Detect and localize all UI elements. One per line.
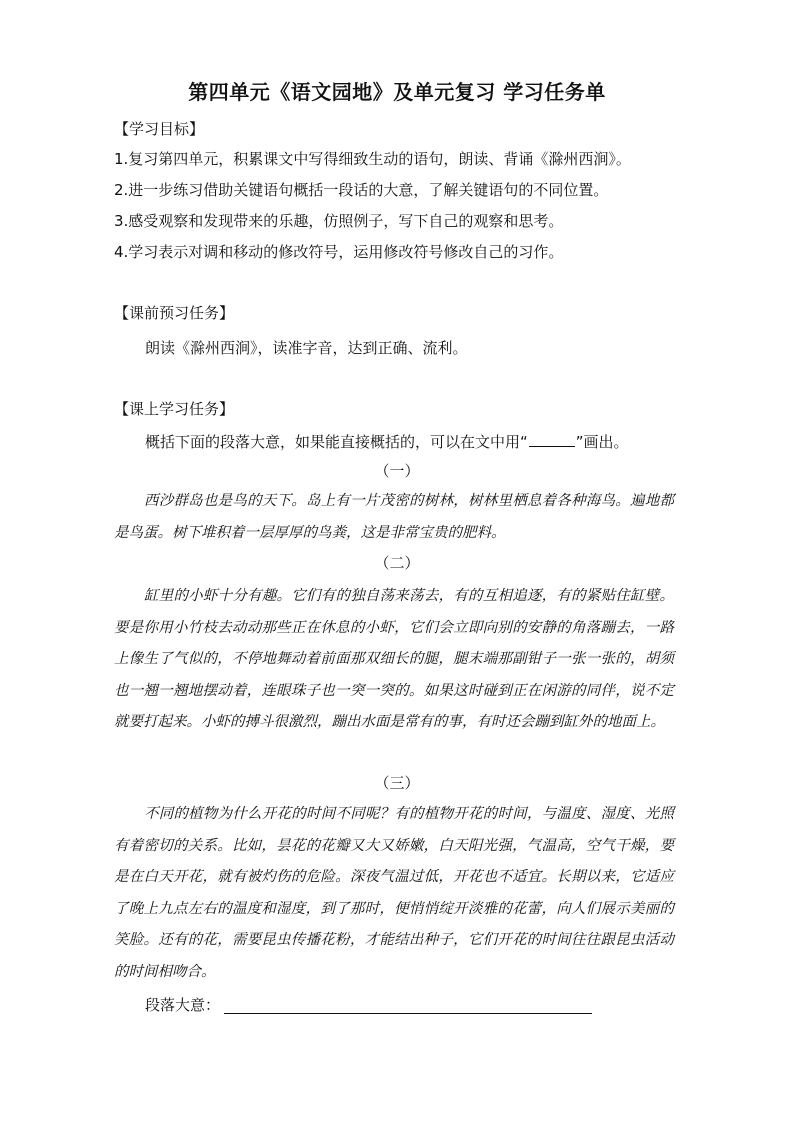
answer-row [145, 994, 592, 1015]
objectives-list [114, 144, 694, 268]
passage-label: （一） [374, 462, 420, 480]
answer-line[interactable] [224, 1013, 592, 1014]
preview-task: 朗读《滁州西涧》，读准字音，达到正确、流利。 [145, 339, 468, 357]
objective-item: 1.复习第四单元，积累课文中写得细致生动的语句，朗读、背诵《滁州西涧》。 [114, 150, 631, 168]
underline-blank [529, 446, 575, 447]
passage-text: 缸里的小虾十分有趣。它们有的独自荡来荡去，有的互相追逐，有的紧贴住缸壁。要是你用小竹枝去动动那些正在休息的小虾，它们会立即向别的安静的角落蹦去，一路上像生了气似的，不停地舞动着前面那双细长的腿，腿末端那副钳子一张一张的，胡须也一翘一翘地摆动着，连眼珠子也一突一突的。如果这时碰到正在闲游的同伴，说不定就要打起来。小虾的搏斗很激烈，蹦出水面是常有的事，有时还会蹦到缸外的地面上。 [114, 588, 674, 730]
inclass-heading: 【课上学习任务】 [114, 400, 235, 418]
passage-label: （二） [374, 554, 420, 572]
passage-text: 不同的植物为什么开花的时间不同呢？有的植物开花的时间，与温度、湿度、光照有着密切的关系。比如，昙花的花瓣又大又娇嫩，白天阳光强，气温高，空气干燥，要是在白天开花，就有被灼伤的危险。深夜气温过低，开花也不适宜。长期以来，它适应了晚上九点左右的温度和湿度，到了那时，便悄悄绽开淡雅的花蕾，向人们展示美丽的笑脸。还有的花，需要昆虫传播花粉，才能结出种子，它们开花的时间往往跟昆虫活动的时间相吻合。 [114, 806, 674, 980]
page-title: 第四单元《语文园地》及单元复习 学习任务单 [188, 80, 606, 104]
instruction-text-before: 概括下面的段落大意，如果能直接概括的，可以在文中用“ [145, 433, 528, 451]
objective-item: 3.感受观察和发现带来的乐趣，仿照例子，写下自己的观察和思考。 [114, 212, 564, 230]
objective-item: 4.学习表示对调和移动的修改符号，运用修改符号修改自己的习作。 [114, 243, 564, 261]
inclass-instruction [145, 431, 629, 452]
objectives-heading: 【学习目标】 [114, 120, 205, 138]
answer-label: 段落大意： [145, 996, 221, 1014]
objective-item: 2.进一步练习借助关键语句概括一段话的大意，了解关键语句的不同位置。 [114, 181, 609, 199]
passage-text: 西沙群岛也是鸟的天下。岛上有一片茂密的树林，树林里栖息着各种海鸟。遍地都是鸟蛋。树下堆积着一层厚厚的鸟粪，这是非常宝贵的肥料。 [114, 493, 674, 541]
passage-label: （三） [374, 774, 420, 792]
preview-heading: 【课前预习任务】 [114, 304, 235, 322]
instruction-text-after: ”画出。 [575, 433, 629, 451]
